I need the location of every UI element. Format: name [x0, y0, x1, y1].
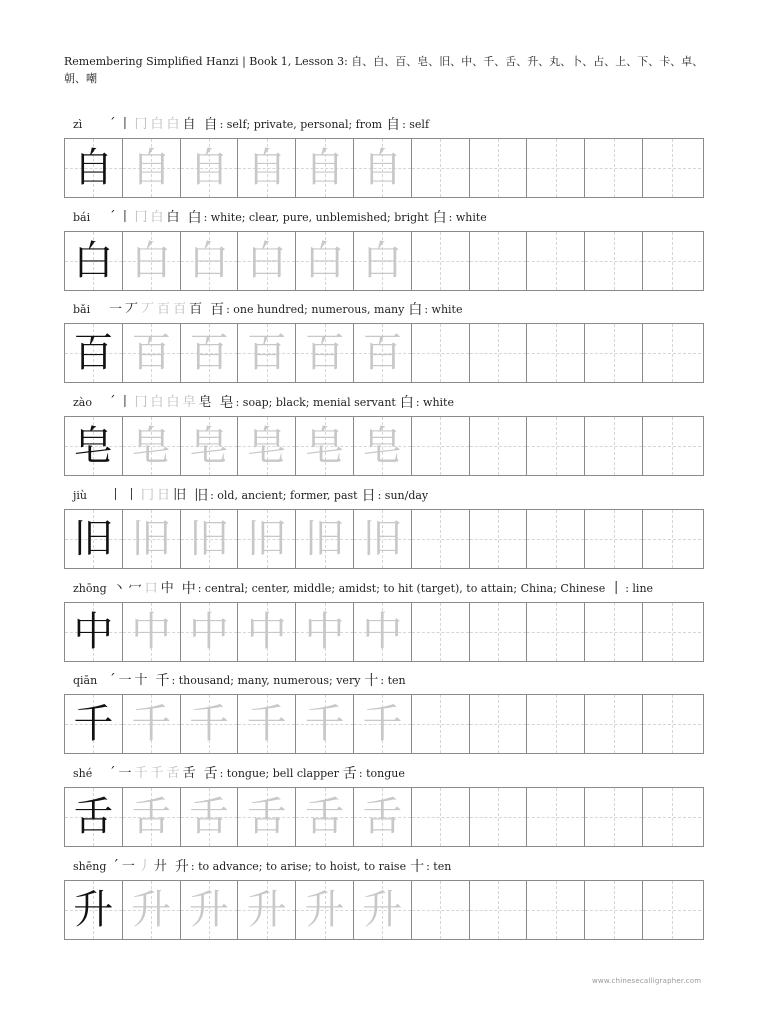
stroke-order: [113, 582, 174, 596]
stroke-step: 丨: [118, 395, 132, 411]
stroke-step: 舌: [182, 765, 196, 781]
trace-character: 旧: [304, 515, 345, 562]
entry-info: [73, 671, 406, 691]
blank-practice-cell[interactable]: [585, 324, 643, 382]
trace-character: 中: [362, 608, 403, 655]
practice-grid: [64, 138, 704, 198]
stroke-order: [109, 674, 148, 688]
stroke-step: 丨: [125, 487, 139, 503]
component-char: 白: [399, 395, 414, 412]
blank-practice-cell[interactable]: [585, 232, 643, 290]
trace-character: 旧: [188, 515, 229, 562]
component-char: 日: [361, 487, 376, 504]
practice-grid: [64, 880, 704, 940]
practice-grid: [64, 694, 704, 754]
blank-practice-cell[interactable]: [527, 139, 585, 197]
stroke-step: 冂: [134, 209, 148, 225]
trace-character: 千: [304, 701, 345, 748]
stroke-step: 百: [157, 302, 171, 318]
blank-practice-cell[interactable]: [412, 324, 470, 382]
stroke-step: 白: [166, 209, 180, 225]
stroke-step: 舌: [166, 765, 180, 781]
character-label: 升: [174, 858, 189, 875]
entry-info: [73, 300, 462, 320]
practice-grid: [64, 231, 704, 291]
trace-cell: [238, 881, 296, 939]
trace-character: 百: [362, 330, 403, 377]
stroke-step: 白: [150, 117, 164, 132]
model-character: 百: [73, 330, 114, 377]
stroke-step: ´: [109, 673, 116, 689]
trace-character: 自: [131, 145, 172, 191]
trace-cell: [123, 881, 181, 939]
blank-practice-cell[interactable]: [412, 695, 470, 753]
blank-practice-cell[interactable]: [412, 232, 470, 290]
trace-cell: [354, 603, 412, 661]
trace-character: 中: [304, 608, 345, 655]
blank-practice-cell[interactable]: [470, 695, 528, 753]
character-label: 中: [181, 580, 196, 597]
stroke-step: 一: [118, 673, 132, 689]
character-label: 自: [203, 117, 218, 133]
trace-character: 升: [188, 886, 229, 933]
trace-character: 舌: [131, 793, 172, 840]
trace-cell: [354, 417, 412, 475]
trace-cell: [354, 695, 412, 753]
blank-practice-cell[interactable]: [643, 324, 701, 382]
trace-cell: [238, 510, 296, 568]
definition: : soap; black; menial servant: [235, 396, 396, 410]
trace-character: 中: [188, 608, 229, 655]
stroke-order: [109, 489, 186, 503]
character-label: 千: [155, 673, 170, 690]
trace-character: 舌: [188, 793, 229, 840]
trace-cell: [296, 695, 354, 753]
trace-cell: [181, 417, 239, 475]
stroke-step: 白: [150, 209, 164, 225]
trace-cell: [123, 510, 181, 568]
entry-info: [73, 857, 451, 877]
trace-cell: [181, 232, 239, 290]
model-character: 舌: [73, 793, 114, 840]
blank-practice-cell[interactable]: [585, 417, 643, 475]
trace-character: 舌: [246, 793, 287, 840]
trace-cell: [181, 695, 239, 753]
stroke-order: [109, 767, 196, 781]
component-char: 丨: [609, 580, 624, 597]
pinyin: shé: [73, 766, 93, 780]
trace-character: 升: [362, 886, 403, 933]
stroke-step: 丨: [118, 117, 132, 132]
blank-practice-cell[interactable]: [527, 324, 585, 382]
definition: : old, ancient; former, past: [210, 488, 358, 502]
trace-cell: [296, 603, 354, 661]
model-character: 皂: [73, 423, 114, 470]
component-definition: : white: [448, 210, 487, 224]
blank-practice-cell[interactable]: [643, 695, 701, 753]
trace-cell: [238, 139, 296, 197]
blank-practice-cell[interactable]: [643, 417, 701, 475]
blank-practice-cell[interactable]: [643, 232, 701, 290]
definition: : thousand; many, numerous; very: [171, 674, 361, 688]
trace-cell: [354, 232, 412, 290]
stroke-step: 日: [157, 487, 171, 503]
trace-character: 白: [131, 237, 172, 284]
model-cell: [65, 324, 123, 382]
pinyin: zhōng: [73, 581, 107, 595]
component-definition: : line: [625, 581, 654, 595]
stroke-step: 百: [173, 302, 187, 318]
stroke-step: ´: [109, 765, 116, 781]
trace-character: 自: [304, 145, 345, 191]
blank-practice-cell[interactable]: [643, 510, 701, 568]
character-label: 皂: [219, 395, 234, 412]
blank-practice-cell[interactable]: [527, 510, 585, 568]
stroke-step: 皂: [198, 395, 212, 411]
footer-url: www.chinesecalligrapher.com: [592, 977, 702, 985]
blank-practice-cell[interactable]: [527, 232, 585, 290]
blank-practice-cell[interactable]: [412, 417, 470, 475]
stroke-step: 一: [118, 765, 132, 781]
blank-practice-cell[interactable]: [527, 881, 585, 939]
practice-grid: [64, 602, 704, 662]
trace-cell: [123, 695, 181, 753]
blank-practice-cell[interactable]: [470, 232, 528, 290]
stroke-step: 丶: [112, 580, 126, 596]
trace-cell: [181, 788, 239, 846]
stroke-step: ´: [109, 209, 116, 225]
definition: : one hundred; numerous, many: [226, 303, 405, 317]
trace-cell: [238, 324, 296, 382]
stroke-step: 皁: [182, 395, 196, 411]
trace-character: 皂: [246, 423, 287, 470]
stroke-step: 丨: [109, 487, 123, 503]
model-character: 旧: [73, 515, 114, 562]
trace-cell: [354, 324, 412, 382]
component-char: 白: [408, 302, 423, 319]
trace-character: 白: [362, 237, 403, 284]
stroke-step: 丆: [141, 302, 155, 318]
character-label: 百: [210, 302, 225, 319]
definition: : to advance; to arise; to hoist, to raise: [190, 859, 407, 873]
stroke-step: 廾: [153, 858, 167, 874]
trace-character: 皂: [188, 423, 229, 470]
trace-cell: [238, 695, 296, 753]
stroke-order: [109, 118, 196, 132]
stroke-order: [109, 211, 180, 225]
practice-grid: [64, 787, 704, 847]
definition: : self; private, personal; from: [219, 118, 383, 131]
trace-character: 千: [246, 701, 287, 748]
trace-cell: [296, 232, 354, 290]
character-label: 旧: [194, 487, 209, 504]
stroke-step: 白: [150, 395, 164, 411]
trace-character: 千: [362, 701, 403, 748]
model-cell: [65, 510, 123, 568]
blank-practice-cell[interactable]: [585, 510, 643, 568]
entry-info: [73, 764, 405, 784]
stroke-step: ´: [112, 858, 119, 874]
component-definition: : self: [402, 118, 430, 131]
pinyin: bái: [73, 210, 91, 224]
trace-cell: [123, 788, 181, 846]
trace-cell: [296, 881, 354, 939]
component-definition: : white: [415, 396, 454, 410]
trace-cell: [354, 139, 412, 197]
trace-character: 百: [304, 330, 345, 377]
trace-cell: [296, 788, 354, 846]
trace-character: 白: [304, 237, 345, 284]
trace-character: 中: [246, 608, 287, 655]
trace-character: 中: [131, 608, 172, 655]
stroke-step: ´: [109, 395, 116, 411]
definition: : central; center, middle; amidst; to hit (target), to attain; China; Chinese: [197, 581, 606, 595]
blank-practice-cell[interactable]: [470, 788, 528, 846]
component-definition: : ten: [426, 859, 452, 873]
trace-cell: [181, 510, 239, 568]
model-cell: [65, 788, 123, 846]
trace-cell: [123, 603, 181, 661]
trace-character: 皂: [304, 423, 345, 470]
component-char: 白: [432, 209, 447, 226]
entry-info: [73, 486, 428, 506]
trace-character: 舌: [304, 793, 345, 840]
trace-cell: [181, 603, 239, 661]
entry-info: [73, 208, 487, 228]
model-cell: [65, 881, 123, 939]
stroke-step: 冂: [141, 487, 155, 503]
trace-cell: [181, 324, 239, 382]
model-cell: [65, 603, 123, 661]
practice-grid: [64, 323, 704, 383]
trace-character: 旧: [246, 515, 287, 562]
blank-practice-cell[interactable]: [585, 603, 643, 661]
trace-character: 升: [131, 886, 172, 933]
trace-cell: [296, 139, 354, 197]
blank-practice-cell[interactable]: [412, 881, 470, 939]
worksheet-title: Remembering Simplified Hanzi | Book 1, Lesson 3: 自、白、百、皂、旧、中、千、舌、升、丸、卜、占、上、下、卡、卓、朝、嘲: [64, 55, 704, 85]
component-char: 十: [410, 858, 425, 875]
trace-character: 皂: [131, 423, 172, 470]
stroke-step: 百: [189, 302, 203, 318]
stroke-step: 千: [150, 765, 164, 781]
stroke-step: 一: [109, 302, 123, 318]
component-char: 自: [386, 117, 401, 133]
model-cell: [65, 139, 123, 197]
trace-character: 千: [131, 701, 172, 748]
trace-cell: [181, 139, 239, 197]
trace-character: 自: [188, 145, 229, 191]
component-definition: : ten: [380, 674, 406, 688]
trace-character: 白: [188, 237, 229, 284]
trace-character: 百: [246, 330, 287, 377]
blank-practice-cell[interactable]: [643, 881, 701, 939]
trace-character: 升: [246, 886, 287, 933]
entry-info: [73, 393, 454, 413]
trace-character: 自: [362, 145, 403, 191]
trace-cell: [354, 510, 412, 568]
pinyin: shēng: [73, 859, 107, 873]
stroke-step: 丆: [125, 302, 139, 318]
trace-character: 自: [246, 145, 287, 191]
stroke-step: 一: [121, 858, 135, 874]
blank-practice-cell[interactable]: [585, 788, 643, 846]
stroke-step: 白: [166, 395, 180, 411]
entry-info: [73, 579, 653, 599]
trace-character: 旧: [362, 515, 403, 562]
blank-practice-cell[interactable]: [470, 510, 528, 568]
trace-cell: [296, 417, 354, 475]
practice-grid: [64, 416, 704, 476]
trace-cell: [123, 232, 181, 290]
trace-cell: [238, 232, 296, 290]
stroke-step: 中: [160, 580, 174, 596]
practice-grid: [64, 509, 704, 569]
stroke-step: 冂: [134, 117, 148, 132]
stroke-step: 口: [144, 580, 158, 596]
stroke-step: 十: [134, 673, 148, 689]
trace-cell: [181, 881, 239, 939]
model-character: 千: [73, 701, 114, 748]
blank-practice-cell[interactable]: [412, 510, 470, 568]
trace-character: 百: [188, 330, 229, 377]
trace-character: 百: [131, 330, 172, 377]
model-cell: [65, 417, 123, 475]
blank-practice-cell[interactable]: [527, 603, 585, 661]
trace-character: 舌: [362, 793, 403, 840]
blank-practice-cell[interactable]: [470, 139, 528, 197]
blank-practice-cell[interactable]: [412, 603, 470, 661]
stroke-step: 旧: [173, 487, 187, 503]
stroke-order: [109, 303, 202, 317]
pinyin: qiān: [73, 674, 98, 688]
model-cell: [65, 695, 123, 753]
pinyin: bǎi: [73, 303, 91, 317]
blank-practice-cell[interactable]: [470, 603, 528, 661]
trace-character: 皂: [362, 423, 403, 470]
stroke-step: 冖: [128, 580, 142, 596]
blank-practice-cell[interactable]: [585, 881, 643, 939]
blank-practice-cell[interactable]: [643, 139, 701, 197]
entry-info: [73, 115, 429, 135]
character-label: 白: [187, 209, 202, 226]
component-definition: : sun/day: [377, 488, 429, 502]
trace-character: 旧: [131, 515, 172, 562]
stroke-step: 千: [134, 765, 148, 781]
model-cell: [65, 232, 123, 290]
blank-practice-cell[interactable]: [412, 788, 470, 846]
blank-practice-cell[interactable]: [470, 417, 528, 475]
trace-cell: [296, 324, 354, 382]
trace-cell: [123, 139, 181, 197]
stroke-step: 丿: [137, 858, 151, 874]
stroke-order: [112, 860, 167, 874]
pinyin: zì: [73, 118, 83, 131]
component-char: 十: [364, 673, 379, 690]
blank-practice-cell[interactable]: [470, 881, 528, 939]
component-definition: : white: [424, 303, 463, 317]
trace-cell: [354, 788, 412, 846]
blank-practice-cell[interactable]: [527, 788, 585, 846]
blank-practice-cell[interactable]: [643, 788, 701, 846]
trace-cell: [238, 788, 296, 846]
blank-practice-cell[interactable]: [643, 603, 701, 661]
stroke-order: [109, 396, 212, 410]
stroke-step: 冂: [134, 395, 148, 411]
stroke-step: 丨: [118, 209, 132, 225]
blank-practice-cell[interactable]: [585, 139, 643, 197]
trace-cell: [123, 324, 181, 382]
character-label: 舌: [203, 765, 218, 782]
trace-cell: [238, 603, 296, 661]
trace-cell: [238, 417, 296, 475]
stroke-step: 白: [166, 117, 180, 132]
trace-cell: [123, 417, 181, 475]
blank-practice-cell[interactable]: [470, 324, 528, 382]
definition: : white; clear, pure, unblemished; bright: [203, 210, 429, 224]
trace-cell: [296, 510, 354, 568]
blank-practice-cell[interactable]: [412, 139, 470, 197]
trace-cell: [354, 881, 412, 939]
stroke-step: 自: [182, 117, 196, 132]
trace-character: 白: [246, 237, 287, 284]
blank-practice-cell[interactable]: [527, 695, 585, 753]
trace-character: 千: [188, 701, 229, 748]
component-char: 舌: [342, 765, 357, 782]
model-character: 白: [73, 237, 114, 284]
pinyin: zào: [73, 396, 92, 410]
pinyin: jiù: [73, 488, 88, 502]
model-character: 中: [73, 608, 114, 655]
stroke-step: ´: [109, 117, 116, 132]
model-character: 升: [73, 886, 114, 933]
definition: : tongue; bell clapper: [219, 766, 339, 780]
model-character: 自: [73, 145, 114, 191]
blank-practice-cell[interactable]: [585, 695, 643, 753]
blank-practice-cell[interactable]: [527, 417, 585, 475]
component-definition: : tongue: [358, 766, 405, 780]
trace-character: 升: [304, 886, 345, 933]
